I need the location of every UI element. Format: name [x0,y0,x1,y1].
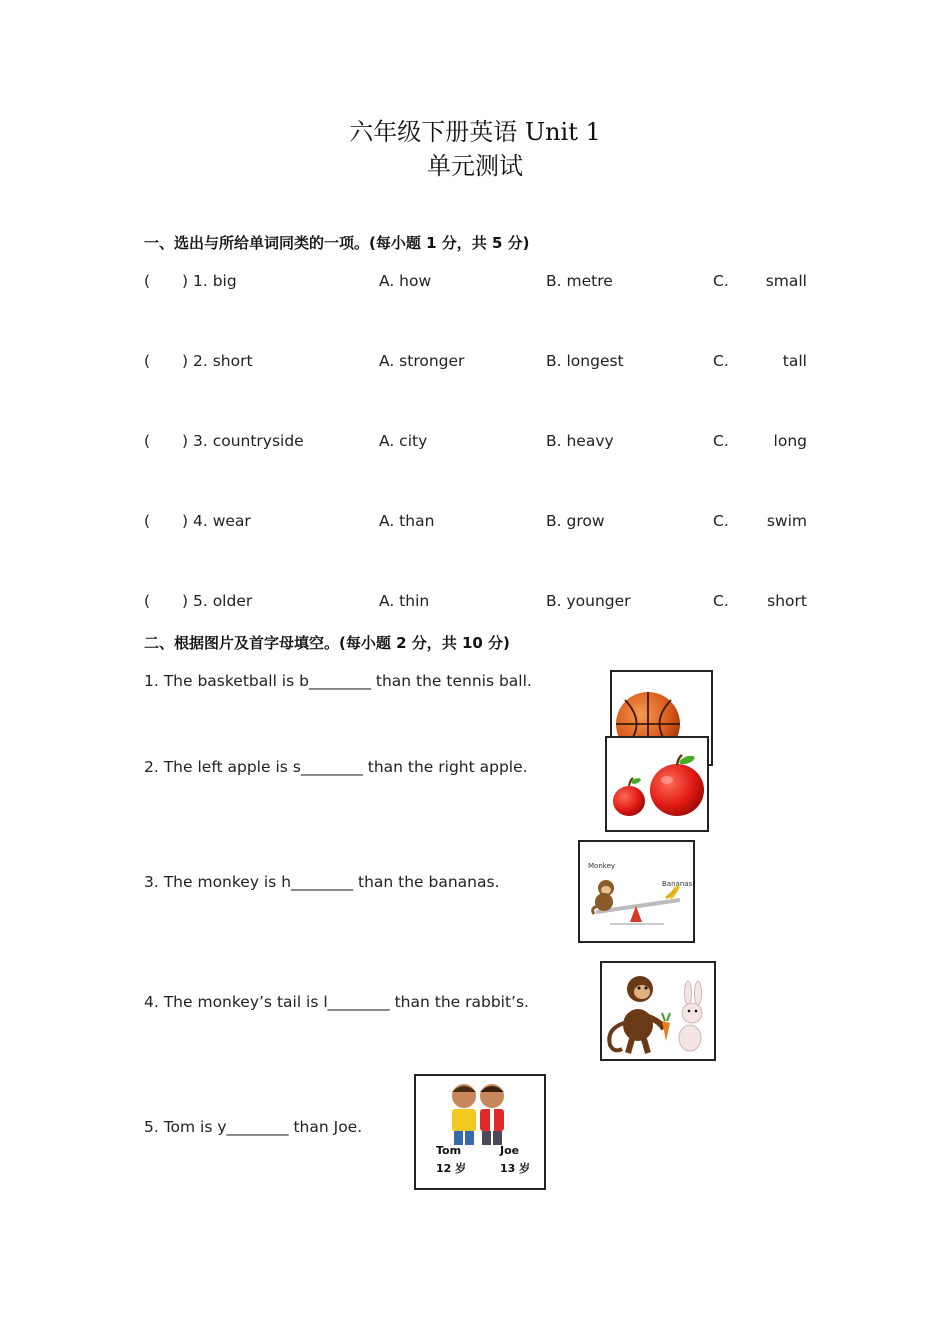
joe-name: Joe [500,1144,520,1157]
page-title: 六年级下册英语 Unit 1 [349,118,601,146]
option-c-word: tall [782,352,807,370]
option-b: B. younger [546,592,631,610]
option-a: A. than [379,512,435,530]
question-word: ) 3. countryside [182,432,304,450]
joe-icon [480,1084,504,1145]
rabbit-icon [679,981,702,1051]
boys-picture [414,1074,546,1190]
option-b: B. heavy [546,432,614,450]
tom-icon [452,1084,476,1145]
option-c-word: short [767,592,807,610]
option-c: C. [713,432,729,450]
option-c: C. [713,512,729,530]
option-c: C. [713,352,729,370]
question-word: ) 1. big [182,272,237,290]
option-c-word: swim [766,512,807,530]
option-c-word: small [765,272,807,290]
seesaw-right-label: Bananas [662,880,693,888]
page-subtitle: 单元测试 [427,152,523,180]
option-c: C. [713,592,729,610]
answer-paren[interactable]: ( [144,592,151,610]
option-a: A. thin [379,592,430,610]
seesaw-picture [578,840,695,943]
monkey-icon [609,976,664,1053]
option-b: B. longest [546,352,624,370]
option-b: B. metre [546,272,613,290]
carrot-icon [662,1013,670,1041]
fill-blank-question: 1. The basketball is b________ than the tennis ball. [144,672,532,690]
apples-picture [605,736,709,832]
answer-paren[interactable]: ( [144,512,151,530]
big-apple-icon [650,754,704,816]
monkey-rabbit-picture [600,961,716,1061]
answer-paren[interactable]: ( [144,352,151,370]
question-word: ) 5. older [182,592,253,610]
option-c: C. [713,272,729,290]
fill-blank-question: 3. The monkey is h________ than the bananas. [144,873,500,891]
tom-age: 12 岁 [436,1162,467,1175]
fill-blank-question: 2. The left apple is s________ than the right apple. [144,758,528,776]
question-word: ) 4. wear [182,512,251,530]
answer-paren[interactable]: ( [144,272,151,290]
tom-name: Tom [436,1144,462,1157]
section-1-heading: 一、选出与所给单词同类的一项。(每小题 1 分，共 5 分) [144,234,530,252]
section-2-heading: 二、根据图片及首字母填空。(每小题 2 分，共 10 分) [144,634,510,652]
option-a: A. stronger [379,352,465,370]
small-apple-icon [613,777,645,816]
seesaw-left-label: Monkey [588,862,616,870]
option-c-word: long [773,432,807,450]
joe-age: 13 岁 [500,1162,531,1175]
fill-blank-question: 5. Tom is y________ than Joe. [144,1118,363,1136]
question-word: ) 2. short [182,352,253,370]
option-a: A. city [379,432,428,450]
option-b: B. grow [546,512,605,530]
answer-paren[interactable]: ( [144,432,151,450]
fill-blank-question: 4. The monkey’s tail is l________ than the rabbit’s. [144,993,529,1011]
option-a: A. how [379,272,432,290]
